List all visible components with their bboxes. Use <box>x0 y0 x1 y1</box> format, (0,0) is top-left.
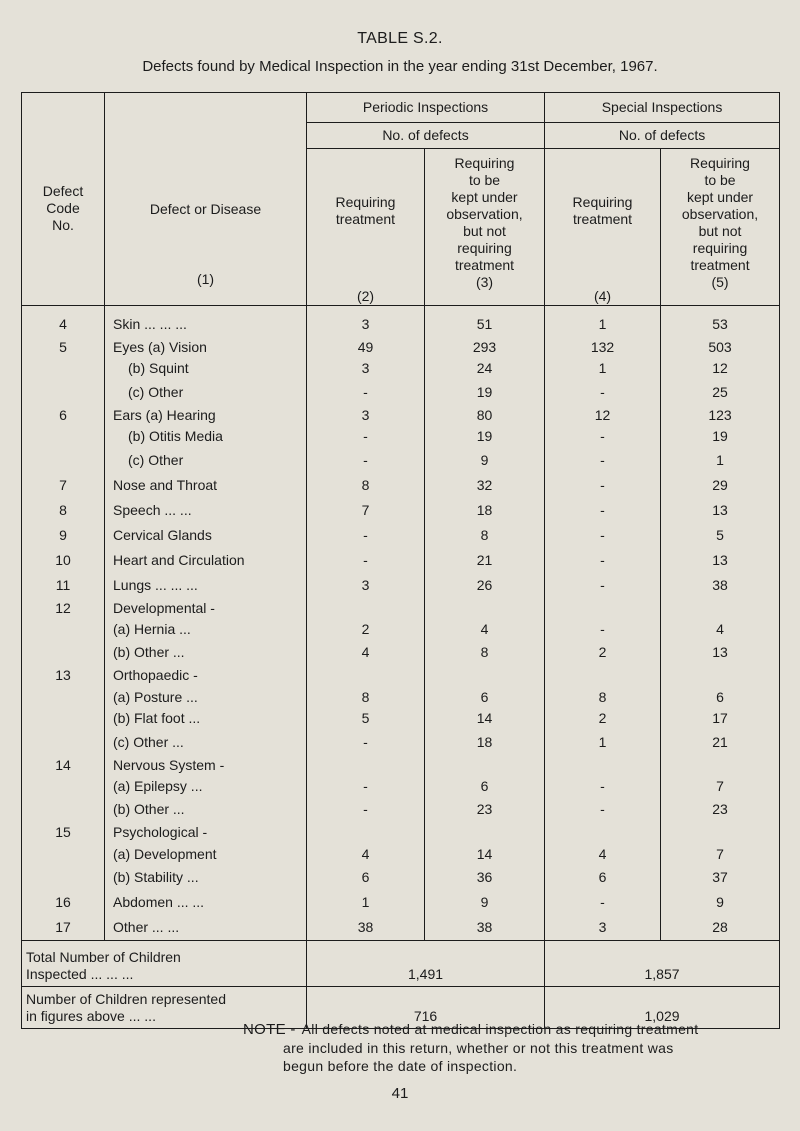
cell-c3: 14 <box>476 845 493 862</box>
cell-c3: 38 <box>476 919 493 936</box>
cell-c2 <box>307 598 424 619</box>
defect-code <box>22 797 104 822</box>
page-number: 41 <box>391 1085 409 1102</box>
cell-c4: - <box>600 777 605 794</box>
cell-c4: 2 <box>598 644 607 661</box>
cell-c5: 53 <box>712 316 728 332</box>
cell-c4: - <box>600 894 605 911</box>
cell-c5: 13 <box>712 644 728 661</box>
cell-c4: - <box>600 383 605 400</box>
cell-c4: 6 <box>598 869 607 886</box>
cell-c2: 1 <box>361 894 370 911</box>
cell-c4 <box>545 598 660 619</box>
defect-label: Eyes (a) Vision <box>113 339 207 355</box>
total-inspected-special: 1,857 <box>545 941 780 987</box>
cell-c4: - <box>600 501 605 518</box>
defect-code <box>22 844 104 865</box>
header-periodic-requiring-observation: Requiring to be kept under observation, but not requiring treatment (3) <box>425 149 545 306</box>
defect-code: 6 <box>59 406 67 423</box>
cell-c3: 293 <box>472 339 497 355</box>
defect-label: (a) Epilepsy ... <box>113 777 203 794</box>
defect-code <box>22 426 104 447</box>
defect-label: (b) Squint <box>128 360 189 377</box>
header-defect-code: Defect Code No. <box>22 93 105 306</box>
defect-label: Skin ... ... ... <box>113 316 187 332</box>
defect-code <box>22 619 104 640</box>
defect-label: Orthopaedic - <box>113 667 198 684</box>
cell-c4: 1 <box>598 360 607 377</box>
footnote-line-2: are included in this return, whether or not this treatment was <box>283 1040 674 1056</box>
cell-c2: - <box>363 526 368 543</box>
defect-label: Psychological - <box>113 824 208 841</box>
defect-code <box>22 708 104 729</box>
header-periodic-requiring-treatment: Requiring treatment (2) <box>307 149 425 306</box>
cell-c2: - <box>363 801 368 818</box>
cell-c2 <box>307 822 424 843</box>
cell-c5: 23 <box>712 801 728 818</box>
cell-c3 <box>425 665 544 686</box>
defect-label: (a) Development <box>113 845 217 862</box>
cell-c2: 38 <box>357 919 374 936</box>
cell-c3: 80 <box>476 406 493 423</box>
cell-c2: 8 <box>361 688 370 705</box>
cell-c3: 6 <box>480 777 489 794</box>
footnote-head: NOTE - <box>243 1021 296 1038</box>
defect-code: 5 <box>59 339 67 355</box>
cell-c2: 4 <box>361 845 370 862</box>
cell-c2: 8 <box>361 476 370 493</box>
cell-c4: 1 <box>598 316 607 332</box>
defect-code <box>22 730 104 755</box>
footnote-line-1: All defects noted at medical inspection as requiring treatment <box>301 1021 699 1037</box>
cell-c4: 8 <box>598 688 607 705</box>
footnote-line-3: begun before the date of inspection. <box>283 1058 518 1074</box>
cell-c2: - <box>363 551 368 568</box>
defect-label: (b) Stability ... <box>113 869 199 886</box>
cell-c5: 38 <box>712 576 728 593</box>
children-represented-label: Number of Children represented in figures above ... ... <box>22 987 307 1029</box>
table-title: TABLE S.2. <box>357 30 443 47</box>
table-subtitle: Defects found by Medical Inspection in the year ending 31st December, 1967. <box>142 58 658 75</box>
cell-c2: - <box>363 451 368 468</box>
cell-c4: - <box>600 576 605 593</box>
defect-label: (b) Other ... <box>113 644 185 661</box>
cell-c5: 5 <box>716 526 724 543</box>
defect-code: 4 <box>59 316 67 332</box>
defect-label: (c) Other <box>128 451 184 468</box>
cell-c4: - <box>600 476 605 493</box>
cell-c3: 26 <box>476 576 493 593</box>
defect-code: 7 <box>59 476 67 493</box>
cell-c2: - <box>363 428 368 445</box>
footnote <box>243 1020 783 1075</box>
cell-c5: 7 <box>716 777 724 794</box>
cell-c2: 3 <box>361 576 370 593</box>
header-special-requiring-treatment: Requiring treatment (4) <box>545 149 661 306</box>
defect-code <box>22 640 104 665</box>
defect-label: Nose and Throat <box>113 476 218 493</box>
defect-label: (b) Other ... <box>113 801 185 818</box>
cell-c5: 13 <box>712 551 728 568</box>
cell-c5: 21 <box>712 733 728 750</box>
defect-code: 17 <box>55 919 71 936</box>
defects-table <box>21 92 780 1029</box>
defect-code: 12 <box>55 599 71 616</box>
cell-c2: 3 <box>361 360 370 377</box>
cell-c5: 7 <box>716 845 724 862</box>
cell-c4 <box>545 755 660 776</box>
defect-code: 16 <box>55 894 71 911</box>
cell-c5 <box>661 598 779 619</box>
cell-c2: - <box>363 733 368 750</box>
cell-c5: 25 <box>712 383 728 400</box>
defect-label: Abdomen ... ... <box>113 894 205 911</box>
cell-c5: 37 <box>712 869 728 886</box>
cell-c3: 18 <box>476 501 493 518</box>
column-periodic-treatment <box>307 306 425 941</box>
cell-c3: 4 <box>480 620 489 637</box>
cell-c3: 18 <box>476 733 493 750</box>
defect-label: (a) Posture ... <box>113 688 198 705</box>
defect-label: (b) Flat foot ... <box>113 710 201 727</box>
header-periodic-inspections: Periodic Inspections <box>307 93 545 123</box>
total-inspected-label: Total Number of Children Inspected ... ... ... <box>22 941 307 987</box>
cell-c4: 1 <box>598 733 607 750</box>
defect-label: Cervical Glands <box>113 526 212 543</box>
cell-c2: 3 <box>361 316 370 332</box>
defect-label: (b) Otitis Media <box>128 428 223 445</box>
cell-c3: 14 <box>476 710 493 727</box>
cell-c2: 7 <box>361 501 370 518</box>
cell-c5: 503 <box>708 339 732 355</box>
cell-c4: 12 <box>594 406 611 423</box>
cell-c5: 4 <box>716 620 724 637</box>
header-special-requiring-observation: Requiring to be kept under observation, but not requiring treatment (5) <box>661 149 780 306</box>
defect-code <box>22 380 104 405</box>
cell-c3: 9 <box>480 894 489 911</box>
cell-c5: 19 <box>712 428 728 445</box>
defect-code <box>22 358 104 379</box>
cell-c5: 123 <box>708 406 732 423</box>
cell-c5: 9 <box>716 894 724 911</box>
defect-code <box>22 687 104 708</box>
cell-c5: 29 <box>712 476 728 493</box>
defect-code <box>22 865 104 890</box>
column-defect-code <box>22 306 105 941</box>
defect-label: (a) Hernia ... <box>113 620 191 637</box>
cell-c5 <box>661 755 779 776</box>
cell-c5 <box>661 822 779 843</box>
children-represented-periodic: 716 <box>307 987 545 1029</box>
cell-c2: 3 <box>361 406 370 423</box>
cell-c4 <box>545 665 660 686</box>
cell-c4: - <box>600 551 605 568</box>
cell-c5: 12 <box>712 360 728 377</box>
defect-code: 8 <box>59 501 67 518</box>
cell-c2: 2 <box>361 620 370 637</box>
cell-c2: 49 <box>357 339 374 355</box>
cell-c3: 19 <box>476 428 493 445</box>
header-periodic-no-of-defects: No. of defects <box>307 123 545 149</box>
cell-c2 <box>307 665 424 686</box>
header-special-inspections: Special Inspections <box>545 93 780 123</box>
column-special-treatment <box>545 306 661 941</box>
defect-code: 13 <box>55 667 71 684</box>
cell-c2: 4 <box>361 644 370 661</box>
cell-c5 <box>661 665 779 686</box>
defect-label: Lungs ... ... ... <box>113 576 198 593</box>
cell-c3: 32 <box>476 476 493 493</box>
cell-c3: 6 <box>480 688 489 705</box>
cell-c4: - <box>600 526 605 543</box>
header-special-no-of-defects: No. of defects <box>545 123 780 149</box>
cell-c4 <box>545 822 660 843</box>
cell-c5: 6 <box>716 688 724 705</box>
cell-c4: 4 <box>598 845 607 862</box>
defect-label: Other ... ... <box>113 919 180 936</box>
cell-c5: 1 <box>716 451 724 468</box>
defect-label: (c) Other ... <box>113 733 184 750</box>
cell-c2 <box>307 755 424 776</box>
defect-label: Nervous System - <box>113 756 225 773</box>
defect-label: Developmental - <box>113 599 215 616</box>
cell-c4: - <box>600 428 605 445</box>
cell-c3: 51 <box>476 316 493 332</box>
cell-c2: - <box>363 383 368 400</box>
defect-code: 14 <box>55 756 71 773</box>
cell-c3: 19 <box>476 383 493 400</box>
cell-c4: - <box>600 801 605 818</box>
cell-c5: 17 <box>712 710 728 727</box>
cell-c3: 9 <box>480 451 489 468</box>
children-represented-special: 1,029 <box>545 987 780 1029</box>
column-periodic-observation <box>425 306 545 941</box>
defect-code: 11 <box>55 576 71 593</box>
cell-c2: 6 <box>361 869 370 886</box>
cell-c4: 3 <box>598 919 607 936</box>
cell-c3: 8 <box>480 644 489 661</box>
cell-c3: 24 <box>476 360 493 377</box>
cell-c2: - <box>363 777 368 794</box>
cell-c3 <box>425 598 544 619</box>
cell-c4: - <box>600 451 605 468</box>
cell-c4: 2 <box>598 710 607 727</box>
defect-label: Ears (a) Hearing <box>113 406 216 423</box>
cell-c5: 13 <box>712 501 728 518</box>
cell-c5: 28 <box>712 919 728 936</box>
cell-c4: - <box>600 620 605 637</box>
cell-c3: 36 <box>476 869 493 886</box>
defect-code: 10 <box>55 551 71 568</box>
cell-c3 <box>425 822 544 843</box>
defect-label: Speech ... ... <box>113 501 192 518</box>
header-defect-or-disease: Defect or Disease (1) <box>105 93 307 306</box>
defect-label: (c) Other <box>128 383 184 400</box>
defect-code <box>22 776 104 797</box>
defect-label: Heart and Circulation <box>113 551 245 568</box>
cell-c2: 5 <box>361 710 370 727</box>
cell-c4: 132 <box>590 339 615 355</box>
cell-c3: 8 <box>480 526 489 543</box>
column-special-observation <box>661 306 780 941</box>
defect-code <box>22 448 104 473</box>
cell-c3: 23 <box>476 801 493 818</box>
defect-code: 15 <box>55 824 71 841</box>
cell-c3 <box>425 755 544 776</box>
defect-code: 9 <box>59 526 67 543</box>
total-inspected-periodic: 1,491 <box>307 941 545 987</box>
column-defect-or-disease <box>105 306 307 941</box>
cell-c3: 21 <box>476 551 493 568</box>
